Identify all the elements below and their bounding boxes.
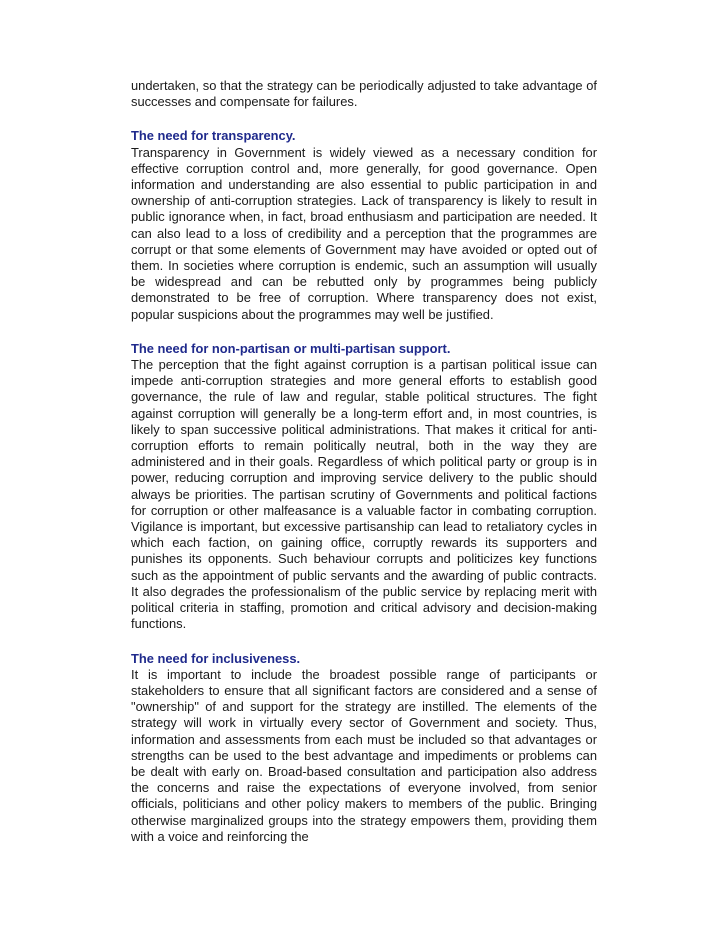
section-heading-transparency: The need for transparency. bbox=[131, 128, 296, 144]
section-gap bbox=[131, 633, 597, 651]
section-body-transparency: Transparency in Government is widely viewed as a necessary condition for effective corruption control and, more generally, for good governance. Open information and understanding are also essential to public participation in and ownership of anti-corruption strategies. Lack of transparency is likely to result in public ignorance when, in fact, broad enthusiasm and participation are needed. It can also lead to a loss of credibility and a perception that the programmes are corrupt or that some elements of Government may have avoided or opted out of them. In societies where corruption is endemic, such an assumption will usually be widespread and can be rebutted only by programmes being publicly demonstrated to be free of corruption. Where transparency does not exist, popular suspicions about the programmes may well be justified. bbox=[131, 144, 597, 322]
section-heading-inclusiveness: The need for inclusiveness. bbox=[131, 650, 301, 666]
section-gap bbox=[131, 110, 597, 128]
document-page bbox=[131, 78, 597, 845]
section-body-non-partisan: The perception that the fight against corruption is a partisan political issue can impede anti-corruption strategies and more general efforts to establish good governance, the rule of law and regular, stable political structures. The fight against corruption will generally be a long-term effort and, in most countries, is likely to span successive political administrations. That makes it critical for anti-corruption efforts to remain politically neutral, both in the way they are administered and in their goals. Regardless of which political party or group is in power, reducing corruption and improving service delivery to the public should always be priorities. The partisan scrutiny of Governments and political factions for corruption or other malfeasance is a valuable factor in combating corruption. Vigilance is important, but excessive partisanship can lead to retaliatory cycles in which each faction, on gaining office, corruptly rewards its supporters and punishes its opponents. Such behaviour corrupts and politicizes key functions such as the appointment of public servants and the awarding of public contracts. It also degrades the professionalism of the public service by replacing merit with political criteria in staffing, promotion and critical advisory and decision-making functions. bbox=[131, 357, 597, 632]
section-gap bbox=[131, 323, 597, 341]
intro-paragraph: undertaken, so that the strategy can be periodically adjusted to take advantage of successes and compensate for failures. bbox=[131, 78, 597, 110]
section-heading-non-partisan: The need for non-partisan or multi-partisan support. bbox=[131, 340, 451, 356]
section-body-inclusiveness: It is important to include the broadest possible range of participants or stakeholders to ensure that all significant factors are considered and a sense of "ownership" of and support for the strategy are instilled. The elements of the strategy will work in virtually every sector of Government and society. Thus, information and assessments from each must be included so that advantages or strengths can be used to the best advantage and impediments or problems can be dealt with early on. Broad-based consultation and participation also address the concerns and raise the expectations of everyone involved, from senior officials, politicians and other policy makers to members of the public. Bringing otherwise marginalized groups into the strategy empowers them, providing them with a voice and reinforcing the bbox=[131, 666, 597, 844]
